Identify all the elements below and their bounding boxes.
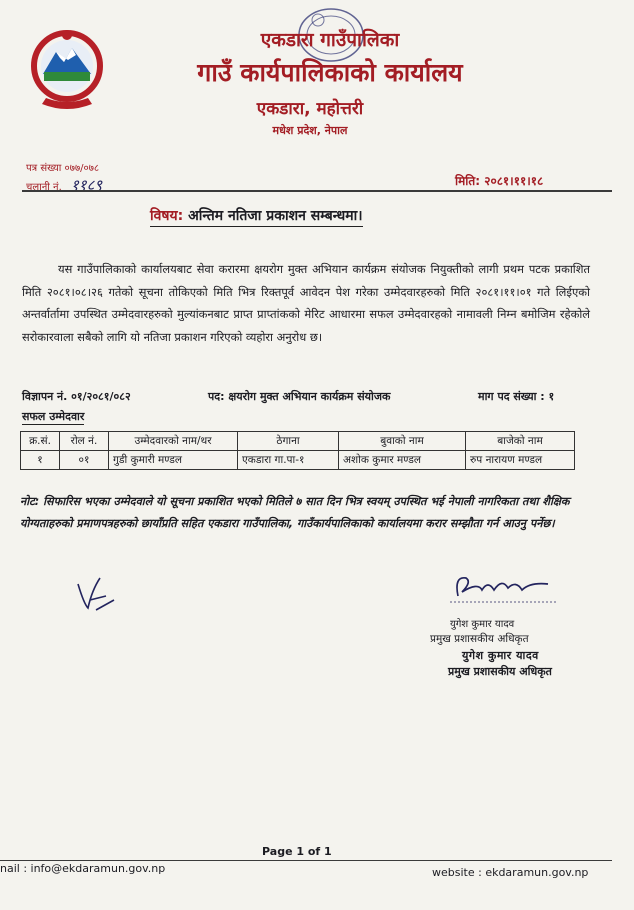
dispatch-number: ११८९ <box>70 176 103 194</box>
cell-roll: ०१ <box>60 451 109 470</box>
table-header-row <box>21 432 575 451</box>
results-table <box>20 431 575 470</box>
subject-text: अन्तिम नतिजा प्रकाशन सम्बन्धमा। <box>188 208 363 224</box>
note-paragraph: नोट: सिफारिस भएका उम्मेदवाले यो सूचना प्रकाशित भएको मितिले ७ सात दिन भित्र स्वयम् उपस्थित भई नेपाली नागरिकता तथा शैक्षिक योग्यताहरुको प्रमाणपत्रहरुको छायाँप्रति सहित एकडारा गाउँपालिका, गाउँकार्यपालिकाको कार्यालयमा करार सम्झौता गर्न आउनु पर्नेछ। <box>20 495 570 530</box>
signatory-name: युगेश कुमार यादव <box>450 619 515 630</box>
footer-divider <box>0 860 612 861</box>
cell-address: एकडारा गा.पा-१ <box>238 451 339 470</box>
initials-signature <box>70 570 120 615</box>
office-name: गाउँ कार्यपालिकाको कार्यालय <box>197 58 463 87</box>
dispatch-number-row <box>26 175 102 195</box>
footer-email: nail : info@ekdaramun.gov.np <box>0 862 166 875</box>
table-row <box>21 451 575 470</box>
advert-post: पद: क्षयरोग मुक्त अभियान कार्यक्रम संयोजक <box>208 390 391 403</box>
signatory-title: प्रमुख प्रशासकीय अधिकृत <box>430 633 529 645</box>
col-grandfather: बाजेको नाम <box>466 432 575 451</box>
province-name: मधेश प्रदेश, नेपाल <box>272 124 348 137</box>
cell-grandfather: रुप नारायण मण्डल <box>466 451 575 470</box>
header-divider <box>22 190 612 192</box>
dispatch-label: चलानी नं. <box>26 182 62 193</box>
municipality-name: एकडारा गाउँपालिका <box>260 29 400 51</box>
letter-number: पत्र संख्या ०७७/०७८ <box>26 163 100 174</box>
subject-label: विषय: <box>150 208 184 224</box>
col-father: बुवाको नाम <box>339 432 466 451</box>
stamp-name: युगेश कुमार यादव <box>462 649 539 662</box>
body-text: यस गाउँपालिकाको कार्यालयबाट सेवा करारमा क्षयरोग मुक्त अभियान कार्यक्रम संयोजक नियुक्तीको लागी प्रथम पटक प्रकाशित मिति २०८१।०८।२६ गतेको सूचना तोकिएको मिति भित्र रिक्तपूर्व आवेदन पेश गरेका उम्मेदवारहरुको मिति २०८१।११।०१ गते लिईएको अन्तर्वार्तामा उपस्थित उम्मेदवारहरुको मुल्यांकनबाट प्राप्त प्राप्तांकको मेरिट आधारमा सफल उम्मेदवारहको नामावली निम्न बमोजिम रहेकोले सरोकारवाला सबैको लागि यो नतिजा प्रकाशन गरिएको व्यहोरा अनुरोध छ। <box>22 262 590 344</box>
nepal-emblem-logo <box>28 22 106 114</box>
advert-demand: माग पद संख्या : १ <box>478 390 555 403</box>
col-serial: क्र.सं. <box>21 432 60 451</box>
letter-date: मिति: २०८१।११।१८ <box>455 174 544 188</box>
col-name: उम्मेदवारको नाम/थर <box>109 432 238 451</box>
successful-candidate-heading: सफल उम्मेदवार <box>22 410 85 423</box>
stamp-title: प्रमुख प्रशासकीय अधिकृत <box>448 665 552 678</box>
footer-website: website : ekdaramun.gov.np <box>432 866 589 879</box>
office-address: एकडारा, महोत्तरी <box>256 99 364 119</box>
col-address: ठेगाना <box>238 432 339 451</box>
body-paragraph <box>22 258 590 348</box>
cell-serial: १ <box>21 451 60 470</box>
officer-signature <box>448 568 558 608</box>
cell-name: गुडी कुमारी मण्डल <box>109 451 238 470</box>
advert-number: विज्ञापन नं. ०१/२०८१/०८२ <box>22 390 131 403</box>
subject-line <box>150 206 363 227</box>
page-number: Page 1 of 1 <box>262 845 332 858</box>
cell-father: अशोक कुमार मण्डल <box>339 451 466 470</box>
col-roll: रोल नं. <box>60 432 109 451</box>
